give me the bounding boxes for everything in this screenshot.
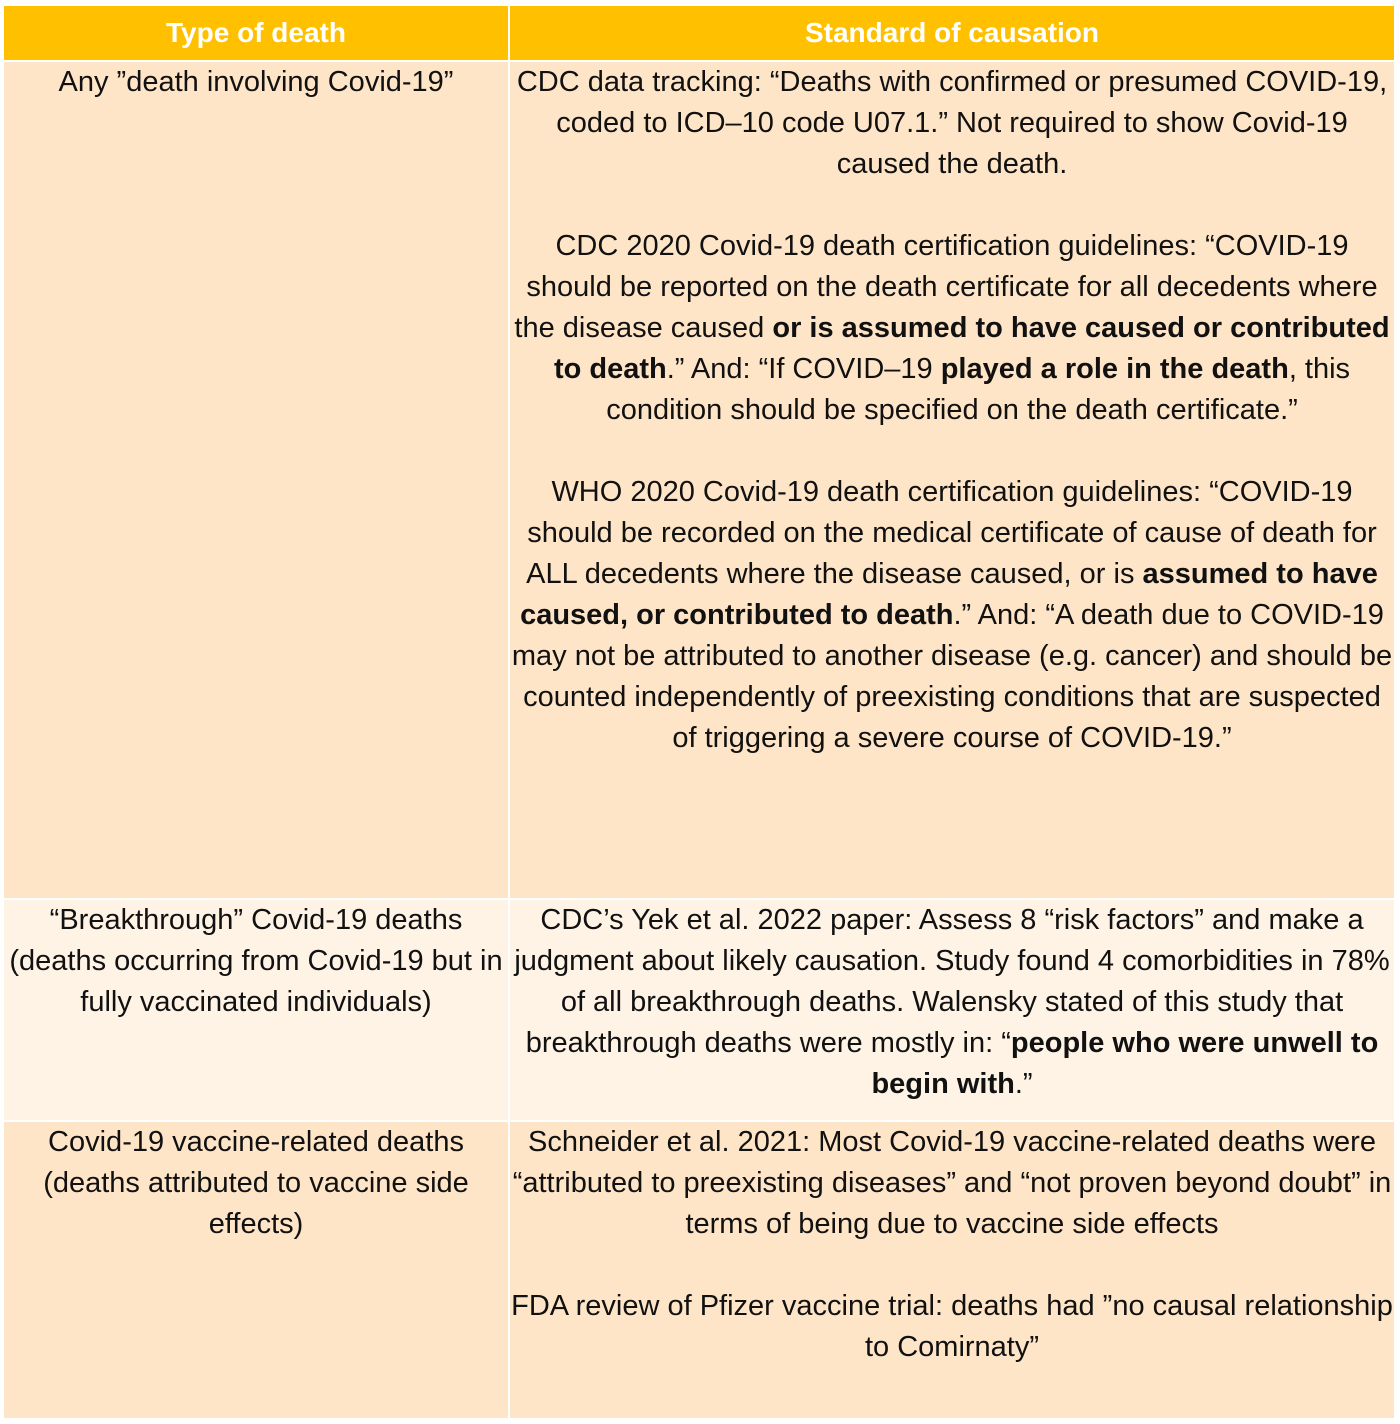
emphasis-text: assumed to have caused, or contributed to death xyxy=(520,558,1378,631)
table-header-row xyxy=(3,5,1395,61)
header-type-of-death: Type of death xyxy=(3,5,509,61)
type-cell-any-death: Any ”death involving Covid-19” xyxy=(3,61,509,899)
standard-cell-breakthrough xyxy=(509,899,1395,1121)
paragraph-text: CDC data tracking: “Deaths with confirmed or presumed COVID-19, coded to ICD–10 code U07.1.” Not required to show Covid-19 caused the death. xyxy=(516,66,1388,180)
emphasis-text: or is assumed to have caused or contributed to death xyxy=(553,312,1390,385)
standard-paragraph xyxy=(510,62,1394,185)
standard-paragraph xyxy=(510,1122,1394,1245)
causation-table xyxy=(2,4,1396,1420)
paragraph-text: CDC’s Yek et al. 2022 paper: Assess 8 “risk factors” and make a judgment about likely causation. Study found 4 comorbidities in 78% of all breakthrough deaths. Walensky stated of this study that breakthrough deaths were mostly in: “ xyxy=(514,904,1390,1059)
standard-paragraph xyxy=(510,1286,1394,1368)
table-row xyxy=(3,61,1395,899)
paragraph-text: FDA review of Pfizer vaccine trial: deaths had ”no causal relationship to Comirnaty” xyxy=(511,1290,1393,1363)
emphasis-text: people who were unwell to begin with xyxy=(871,1027,1379,1100)
type-cell-breakthrough: “Breakthrough” Covid-19 deaths (deaths occurring from Covid-19 but in fully vaccinated individuals) xyxy=(3,899,509,1121)
emphasis-text: played a role in the death xyxy=(940,353,1289,385)
paragraph-text: WHO 2020 Covid-19 death certification guidelines: “COVID-19 should be recorded on the medical certificate of cause of death for ALL decedents where the disease caused, or is xyxy=(526,476,1377,590)
paragraph-text: Schneider et al. 2021: Most Covid-19 vaccine-related deaths were “attributed to preexisting diseases” and “not proven beyond doubt” in terms of being due to vaccine side effects xyxy=(512,1126,1392,1240)
standard-paragraph xyxy=(510,226,1394,431)
paragraph-text: , this condition should be specified on the death certificate.” xyxy=(606,353,1351,426)
standard-cell-vaccine-related xyxy=(509,1121,1395,1419)
table-row xyxy=(3,1121,1395,1419)
paragraph-text: .” xyxy=(1014,1068,1033,1100)
paragraph-text: .” And: “If COVID–19 xyxy=(666,353,941,385)
standard-cell-any-death xyxy=(509,61,1395,899)
table-row xyxy=(3,899,1395,1121)
paragraph-text: CDC 2020 Covid-19 death certification guidelines: “COVID-19 should be reported on the death certificate for all decedents where the disease caused xyxy=(514,230,1378,344)
standard-paragraph xyxy=(510,472,1394,759)
type-cell-vaccine-related: Covid-19 vaccine-related deaths (deaths attributed to vaccine side effects) xyxy=(3,1121,509,1419)
header-standard-of-causation: Standard of causation xyxy=(509,5,1395,61)
paragraph-text: .” And: “A death due to COVID-19 may not be attributed to another disease (e.g. cancer) and should be counted independently of preexisting conditions that are suspected of triggering a severe course of COVID-19.” xyxy=(511,599,1393,754)
standard-paragraph xyxy=(510,900,1394,1105)
